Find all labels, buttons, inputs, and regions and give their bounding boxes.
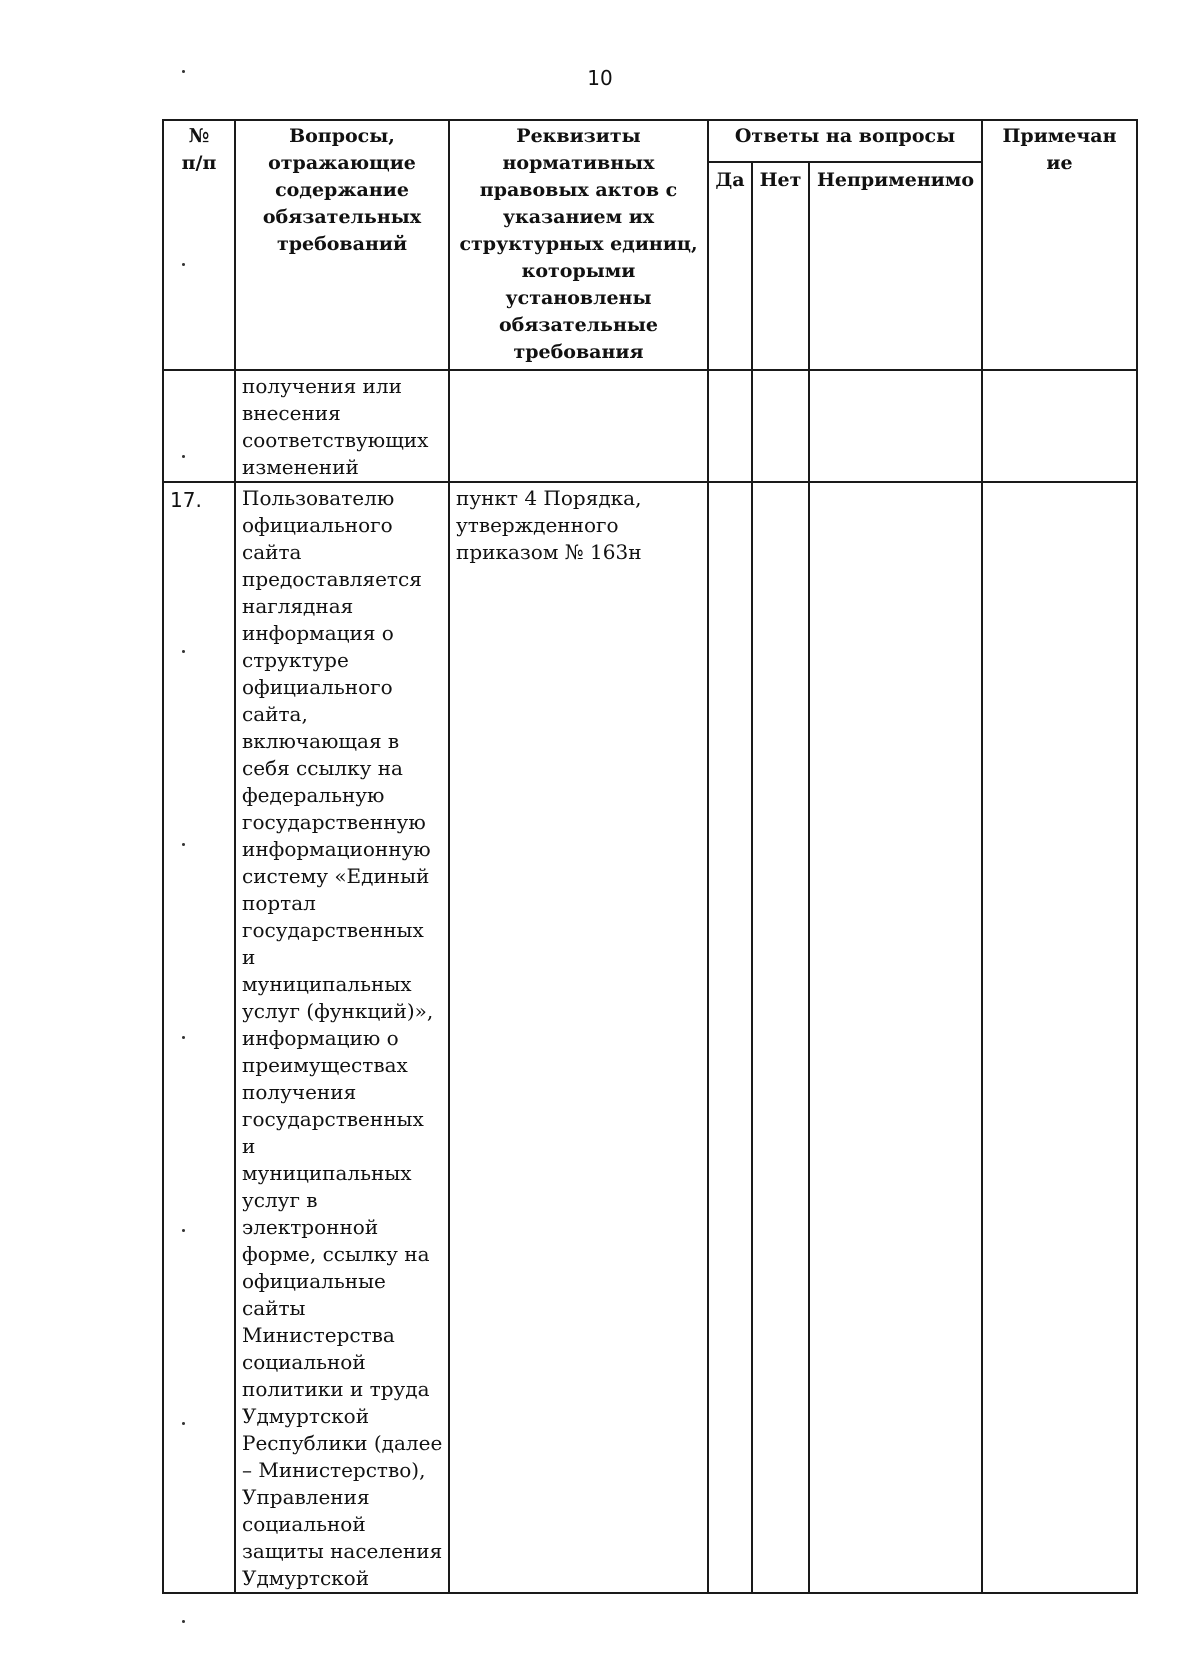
scan-speck [182, 263, 185, 266]
answer-na-cell [809, 482, 982, 1593]
answer-no-value [753, 371, 808, 373]
scan-speck [182, 1620, 185, 1623]
header-requisites-label: Реквизиты нормативных правовых актов с указанием их структурных единиц, которыми установлены обязательные требования [459, 125, 698, 363]
header-answer-na-label: Неприменимо [816, 169, 975, 191]
header-answer-no-label: Нет [759, 169, 802, 191]
notes-cell [982, 482, 1137, 1593]
requisites-cell [449, 482, 708, 1593]
header-answer-yes-label: Да [715, 169, 745, 191]
requisites-text [450, 371, 707, 373]
header-row-1 [163, 120, 1137, 162]
row-number-cell [163, 370, 235, 482]
answer-no-cell [752, 482, 809, 1593]
table-row [163, 370, 1137, 482]
answer-no-value [753, 483, 808, 485]
answer-yes-value [709, 483, 751, 485]
header-answers-group-label: Ответы на вопросы [734, 125, 956, 147]
scan-speck [182, 1036, 185, 1039]
header-questions-label: Вопросы, отражающие содержание обязательных требований [262, 125, 422, 255]
answer-na-cell [809, 370, 982, 482]
row-number [164, 371, 234, 375]
answer-yes-cell [708, 482, 752, 1593]
header-requisites [449, 120, 708, 370]
scan-speck [182, 70, 185, 73]
question-cell [235, 370, 449, 482]
header-notes-label: Примечан ие [1002, 125, 1117, 174]
question-cell [235, 482, 449, 1593]
scan-speck [182, 650, 185, 653]
header-notes [982, 120, 1137, 370]
notes-cell [982, 370, 1137, 482]
scan-speck [182, 843, 185, 846]
header-answer-no [752, 162, 809, 370]
header-number [163, 120, 235, 370]
question-text: Пользователю официального сайта предоставляется наглядная информация о структуре официального сайта, включающая в себя ссылку на федеральную государственную информационную систему «Единый портал государственных и муниципальных услуг (функций)», информацию о преимуществах получения государственных и муниципальных услуг в электронной форме, ссылку на официальные сайты Министерства социальной политики и труда Удмуртской Республики (далее – Министерство), Управления социальной защиты населения Удмуртской [242, 486, 443, 1590]
answer-na-value [810, 483, 981, 485]
header-answers-group [708, 120, 982, 162]
table-row [163, 482, 1137, 1593]
answer-na-value [810, 371, 981, 373]
notes-value [983, 483, 1136, 485]
header-answer-na [809, 162, 982, 370]
requisites-cell [449, 370, 708, 482]
answer-yes-value [709, 371, 751, 373]
checklist-table [162, 119, 1138, 1594]
answer-yes-cell [708, 370, 752, 482]
row-number: 17. [170, 488, 202, 512]
row-number-cell [163, 482, 235, 1593]
question-text: получения или внесения соответствующих изменений [242, 374, 429, 479]
header-number-label: № п/п [181, 125, 217, 174]
notes-value [983, 371, 1136, 373]
page-number: 10 [587, 66, 613, 90]
scan-speck [182, 455, 185, 458]
requisites-text: пункт 4 Порядка, утвержденного приказом № 163н [456, 486, 642, 564]
header-answer-yes [708, 162, 752, 370]
scan-speck [182, 1422, 185, 1425]
header-questions [235, 120, 449, 370]
scan-speck [182, 1229, 185, 1232]
answer-no-cell [752, 370, 809, 482]
